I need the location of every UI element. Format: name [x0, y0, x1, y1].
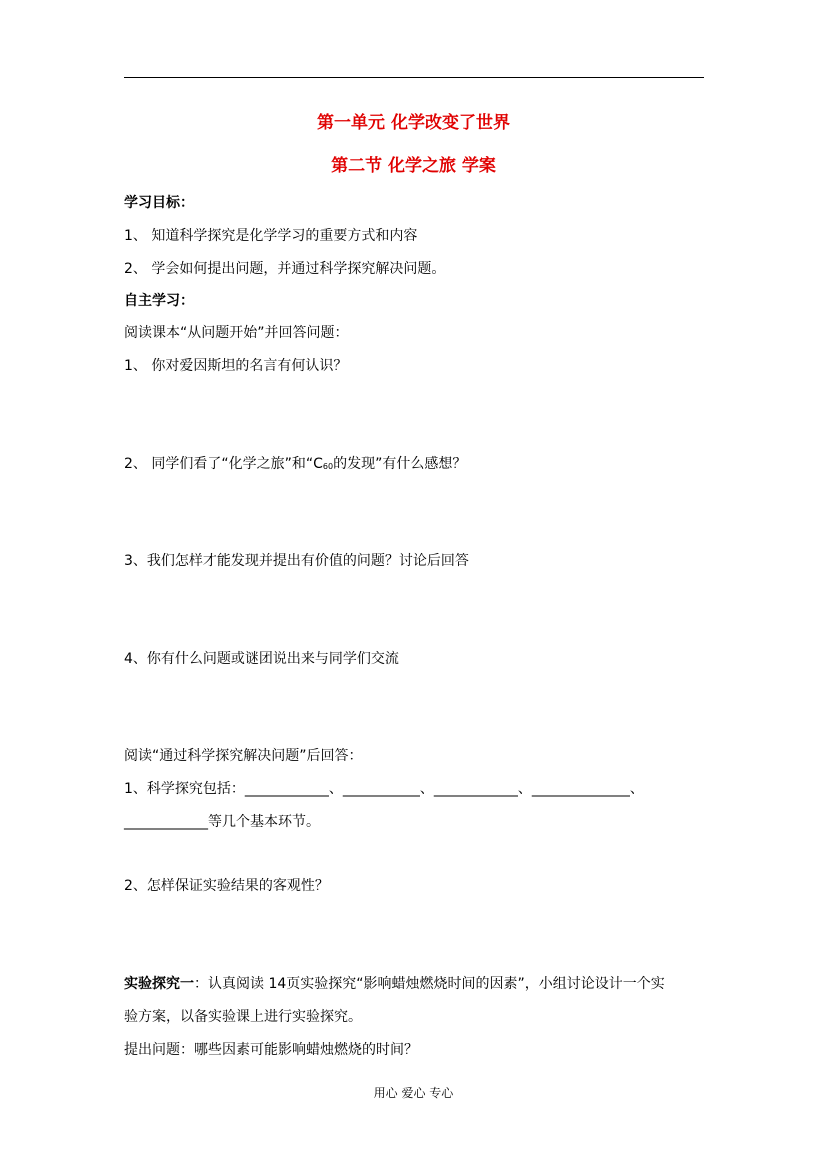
- question-1: 1、 你对爱因斯坦的名言有何认识？: [124, 358, 348, 374]
- question-4: 4、你有什么问题或谜团说出来与同学们交流: [124, 651, 399, 667]
- inquiry-steps-line-1: 1、科学探究包括：____________、___________、____________、______________、: [124, 781, 644, 797]
- experiment-paragraph-line-2: 验方案，以备实验课上进行实验探究。: [124, 1009, 362, 1025]
- question-objectivity: 2、怎样保证实验结果的客观性？: [124, 878, 329, 894]
- question-2: [124, 455, 466, 476]
- self-study-intro: 阅读课本“从问题开始”并回答问题：: [124, 325, 349, 341]
- experiment-question: 提出问题：哪些因素可能影响蜡烛燃烧的时间？: [124, 1042, 418, 1058]
- page-footer: 用心 爱心 专心: [373, 1086, 454, 1100]
- self-study-heading: 自主学习：: [124, 293, 194, 309]
- header-rule: [124, 77, 704, 78]
- experiment-text: ：认真阅读 14页实验探究“影响蜡烛燃烧时间的因素”，小组讨论设计一个实: [194, 976, 665, 992]
- objectives-heading: 学习目标：: [124, 195, 194, 211]
- unit-title: 第一单元 化学改变了世界: [317, 113, 510, 133]
- question-3: 3、我们怎样才能发现并提出有价值的问题？讨论后回答: [124, 553, 469, 569]
- experiment-paragraph-line-1: [124, 975, 665, 993]
- section2-intro: 阅读“通过科学探究解决问题”后回答：: [124, 748, 363, 764]
- question-2-text-b: 的发现”有什么感想？: [333, 456, 467, 472]
- objective-item-2: 2、 学会如何提出问题，并通过科学探究解决问题。: [124, 261, 446, 277]
- experiment-label: 实验探究一: [124, 976, 194, 992]
- objective-item-1: 1、 知道科学探究是化学学习的重要方式和内容: [124, 228, 418, 244]
- c60-subscript: 60: [322, 462, 334, 471]
- section-title: 第二节 化学之旅 学案: [331, 156, 496, 176]
- question-2-text-a: 2、 同学们看了“化学之旅”和“C: [124, 456, 323, 472]
- inquiry-steps-line-2: ____________等几个基本环节。: [124, 814, 320, 830]
